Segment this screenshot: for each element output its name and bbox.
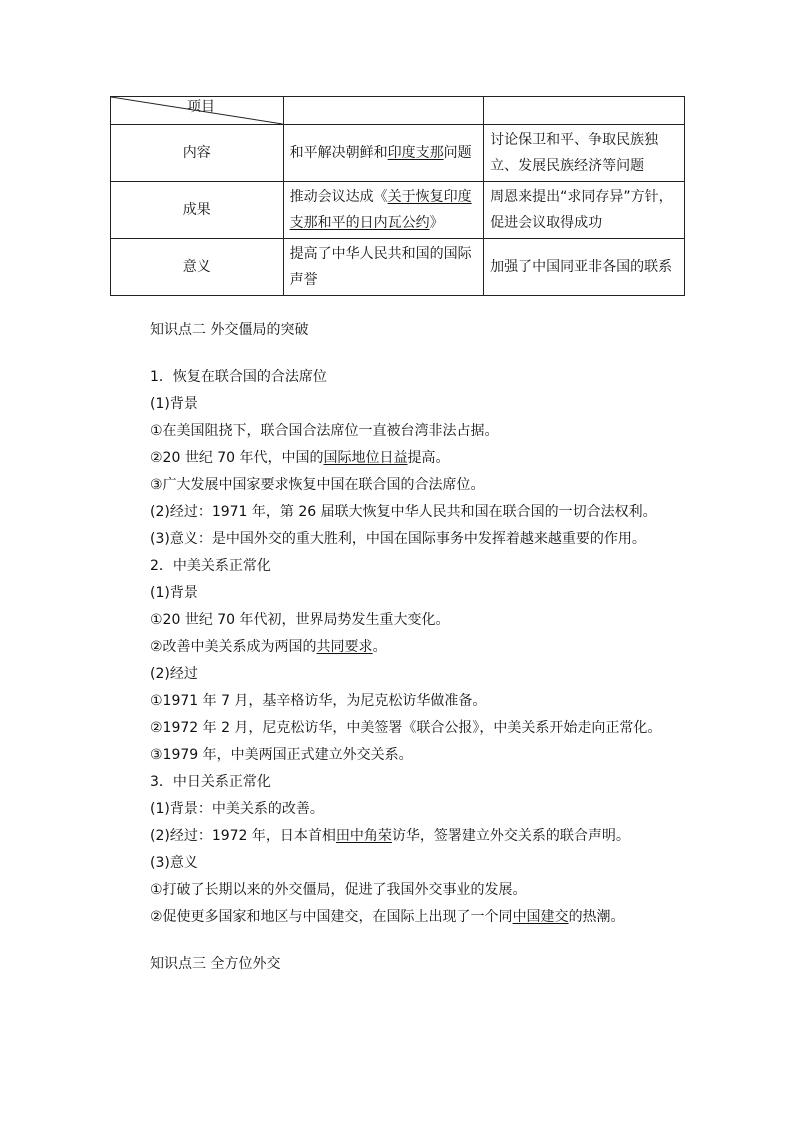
row-label: 内容 — [111, 125, 284, 182]
subheading: 3．中日关系正常化 — [150, 774, 271, 790]
text-line: ②改善中美关系成为两国的共同要求。 — [150, 639, 387, 655]
header-col3 — [484, 97, 685, 125]
text-line: ①在美国阻挠下，联合国合法席位一直被台湾非法占据。 — [150, 423, 499, 439]
section-heading: 知识点二 外交僵局的突破 — [150, 322, 309, 338]
table-header-row — [111, 97, 685, 125]
subheading: 1．恢复在联合国的合法席位 — [150, 369, 327, 385]
subheading: 2．中美关系正常化 — [150, 558, 271, 574]
text-line: (3)意义：是中国外交的重大胜利，中国在国际事务中发挥着越来越重要的作用。 — [150, 531, 646, 547]
text-line: ②1972 年 2 月，尼克松访华，中美签署《联合公报》，中美关系开始走向正常化。 — [150, 720, 662, 736]
row-cell: 讨论保卫和平、争取民族独立、发展民族经济等问题 — [484, 125, 685, 182]
text-line: (2)经过：1971 年，第 26 届联大恢复中华人民共和国在联合国的一切合法权利。 — [150, 504, 657, 520]
summary-table — [110, 96, 685, 296]
text-line: ③1979 年，中美两国正式建立外交关系。 — [150, 747, 413, 763]
text-line: (2)经过 — [150, 666, 198, 682]
text-line: (3)意义 — [150, 855, 198, 871]
header-item-label: 项目 — [187, 99, 215, 115]
text-line: ②促使更多国家和地区与中国建交，在国际上出现了一个同中国建交的热潮。 — [150, 909, 625, 925]
row-label: 意义 — [111, 239, 284, 296]
row-cell: 和平解决朝鲜和印度支那问题 — [283, 125, 484, 182]
text-line: (1)背景 — [150, 396, 198, 412]
text-line: (2)经过：1972 年，日本首相田中角荣访华，签署建立外交关系的联合声明。 — [150, 828, 630, 844]
table-row — [111, 125, 685, 182]
table-row — [111, 239, 685, 296]
row-cell: 加强了中国同亚非各国的联系 — [484, 239, 685, 296]
text-line: (1)背景 — [150, 585, 198, 601]
text-line: (1)背景：中美关系的改善。 — [150, 801, 324, 817]
section-2-body — [150, 317, 661, 978]
row-label: 成果 — [111, 182, 284, 239]
text-line: ①打破了长期以来的外交僵局，促进了我国外交事业的发展。 — [150, 882, 527, 898]
text-line: ①20 世纪 70 年代初，世界局势发生重大变化。 — [150, 612, 450, 628]
text-line: ③广大发展中国家要求恢复中国在联合国的合法席位。 — [150, 477, 485, 493]
text-line: ②20 世纪 70 年代，中国的国际地位日益提高。 — [150, 450, 450, 466]
row-cell: 推动会议达成《关于恢复印度支那和平的日内瓦公约》 — [283, 182, 484, 239]
table-row — [111, 182, 685, 239]
row-cell: 周恩来提出“求同存异”方针，促进会议取得成功 — [484, 182, 685, 239]
text-line: ①1971 年 7 月，基辛格访华，为尼克松访华做准备。 — [150, 693, 487, 709]
row-cell: 提高了中华人民共和国的国际声誉 — [283, 239, 484, 296]
section-heading: 知识点三 全方位外交 — [150, 956, 281, 972]
diagonal-header-cell — [111, 97, 284, 125]
header-col2 — [283, 97, 484, 125]
